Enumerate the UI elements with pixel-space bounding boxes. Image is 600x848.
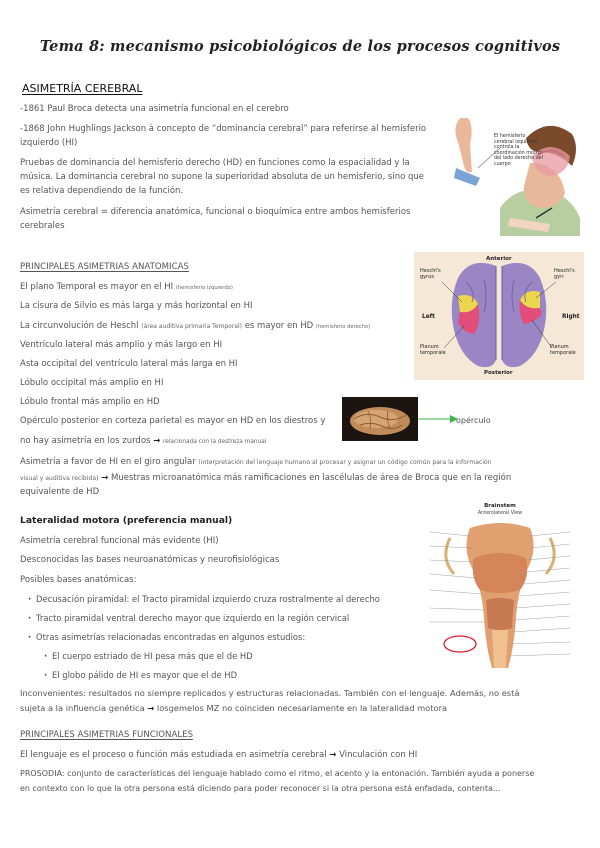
list-item [20, 281, 233, 295]
paragraph: Pruebas de dominancia del hemisferio derecho (HD) en funciones como la espacialidad y la [20, 158, 410, 168]
bullet-item: · El globo pálido de HI es mayor que el de HD [52, 669, 237, 682]
brainstem-illustration [420, 518, 580, 674]
figure-brainstem [420, 502, 580, 674]
paragraph-text: Vinculación con HI [339, 750, 418, 760]
list-item: Asta occipital del ventrículo lateral más larga en HI [20, 359, 238, 369]
fig-label-right: Right [562, 314, 580, 320]
paragraph: Asimetría cerebral = diferencia anatómica, funcional o bioquímica entre ambos hemisferios [20, 207, 411, 217]
paragraph [20, 456, 492, 470]
figure-subtitle: Anterolateral View [477, 511, 523, 516]
list-item-note: relacionada con la destreza manual [163, 439, 267, 445]
paragraph [20, 702, 447, 715]
list-item: Ventrículo lateral más amplio y más largo en HI [20, 340, 223, 350]
list-item-text: La circunvolución de Heschl [20, 321, 139, 331]
brain-photo [342, 397, 418, 441]
list-item-text: El plano Temporal es mayor en el HI [20, 282, 174, 292]
fig-label-planum-right: Planum temporale [550, 344, 576, 356]
list-item-note: (hemisferio izquierdo) [175, 285, 233, 291]
fig-label-anterior: Anterior [486, 256, 512, 262]
fig-label-heschl-gyrus: Heschl's gyrus [420, 268, 441, 280]
paragraph: -1868 John Hughlings Jackson à concepto de “dominancia cerebral” para referirse al hemisferio [20, 124, 427, 134]
paragraph: izquierdo (HI) [20, 138, 78, 148]
section-heading-asimetria: ASIMETRÍA CEREBRAL [22, 82, 143, 95]
paragraph: en contexto con lo que la otra persona está diciendo para poder reconocer si la otra persona está enfadada, contenta... [20, 784, 501, 793]
arrow-icon: → [153, 436, 161, 446]
paragraph: -1861 Paul Broca detecta una asimetría funcional en el cerebro [20, 104, 289, 114]
list-item-text: no hay asimetría en los zurdos [20, 436, 151, 446]
list-item-note: (área auditiva primaria Temporal) [141, 323, 242, 330]
list-item: La cisura de Silvio es más larga y más horizontal en HI [20, 301, 253, 311]
page-title: Tema 8: mecanismo psicobiológicos de los procesos cognitivos [39, 38, 561, 55]
section-heading-funcionales: PRINCIPALES ASIMETRIAS FUNCIONALES [20, 730, 194, 740]
paragraph-text: Muestras microanatómica más ramificaciones en lascélulas de área de Broca que en la región [111, 473, 512, 483]
bullet-item: · Tracto piramidal ventral derecho mayor que izquierdo en la región cervical [36, 612, 349, 625]
paragraph [20, 749, 417, 762]
section-heading-anatomicas: PRINCIPALES ASIMETRIAS ANATOMICAS [20, 262, 189, 272]
paragraph-text: losgemelos MZ no coinciden necesariamente en la lateralidad motora [156, 703, 448, 713]
paragraph: música. La dominancia cerebral no supone la superioridad absoluta de un hemisferio, sino que [20, 172, 424, 182]
arrow-icon: → [101, 473, 109, 483]
arrow-icon: → [147, 703, 155, 713]
operculo-label: opérculo [456, 416, 491, 425]
bullet-item: · Otras asimetrías relacionadas encontradas en algunos estudios: [36, 631, 305, 644]
section-heading-lateralidad: Lateralidad motora (preferencia manual) [20, 515, 233, 526]
paragraph-note: (interpretación del lenguaje humano al procesar y asignar un código común para la información [198, 459, 492, 466]
paragraph: cerebrales [20, 221, 65, 231]
paragraph-text: sujeta a la influencia genética [20, 703, 145, 713]
list-item: Lóbulo occipital más amplio en HI [20, 378, 164, 388]
paragraph-text: El lenguaje es el proceso o función más estudiada en asimetría cerebral [20, 750, 327, 760]
paragraph: Inconvenientes: resultados no siempre replicados y estructuras relacionadas. También con el lenguaje. Además, no está [20, 688, 520, 698]
bullet-item: · Decusación piramidal: el Tracto piramidal izquierdo cruza rostralmente al derecho [36, 593, 380, 606]
child-writing-illustration [440, 108, 580, 236]
list-item [20, 320, 370, 334]
figure-title: Brainstem [484, 503, 516, 509]
bullet-item: · El cuerpo estriado de HI pesa más que el de HD [52, 650, 253, 663]
list-item: Desconocidas las bases neuroanatómicas y neurofisiológicas [20, 555, 280, 565]
paragraph [20, 472, 511, 486]
list-item [20, 435, 266, 449]
list-item-text: es mayor en HD [244, 321, 314, 331]
figure-hemisphere-child [440, 108, 580, 236]
figure-heschl [414, 252, 584, 380]
paragraph: es relativa dependiendo de la función. [20, 186, 184, 196]
fig-label-left: Left [422, 314, 435, 320]
paragraph-text: Asimetría a favor de HI en el giro angular [20, 457, 196, 467]
fig-label-heschl-gyri: Heschl's gyri [554, 268, 575, 280]
list-item-note: (hemisferio derecho) [315, 324, 371, 330]
list-item: Asimetría cerebral funcional más evidente (HI) [20, 536, 219, 546]
list-item: Opérculo posterior en corteza parietal es mayor en HD en los diestros y [20, 416, 326, 426]
paragraph: equivalente de HD [20, 487, 100, 497]
list-item: Lóbulo frontal más amplio en HD [20, 397, 160, 407]
paragraph-note: visual y auditiva recibida) [20, 475, 99, 482]
fig-label-posterior: Posterior [484, 370, 513, 376]
brain-photo-image [342, 397, 418, 441]
figure-caption: El hemisferio cerebral izquierdo controla la coordinación motriz del lado derecho del cuerpo [494, 134, 543, 167]
paragraph: PROSODIA: conjunto de características del lenguaje hablado como el ritmo, el acento y la entonación. También ayuda a ponerse [20, 769, 535, 778]
arrow-icon: → [329, 750, 337, 760]
list-item: Posibles bases anatómicas: [20, 575, 137, 585]
fig-label-planum-left: Planum temporale [420, 344, 446, 356]
arrow-line-icon [418, 413, 458, 425]
